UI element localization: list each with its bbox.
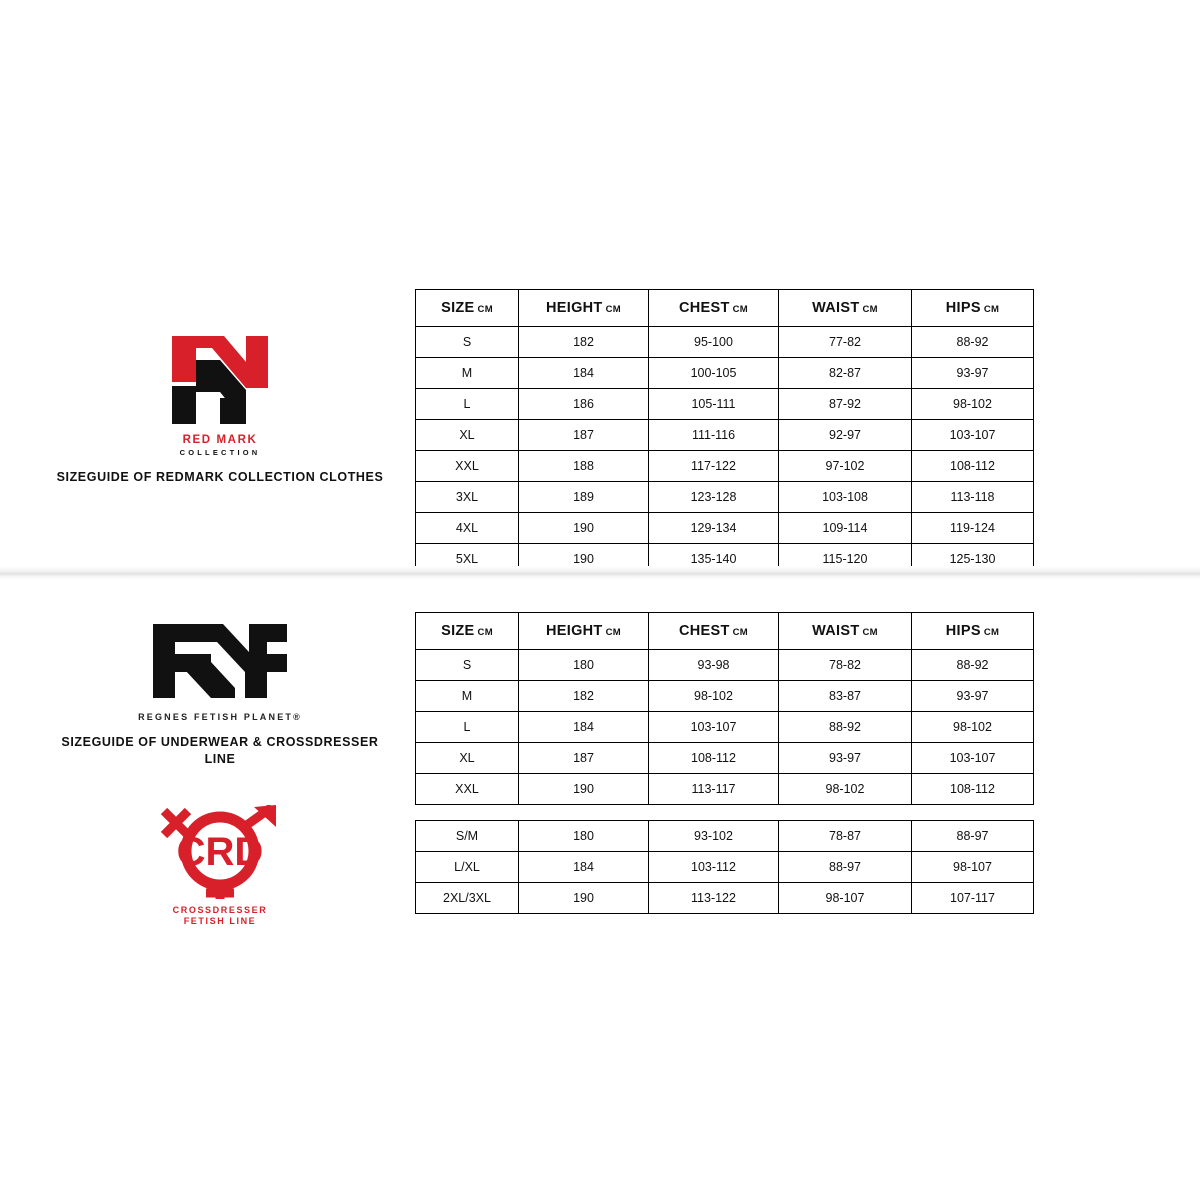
cell-size: XXL bbox=[416, 451, 519, 482]
cell-hips: 113-118 bbox=[912, 482, 1034, 513]
cell-chest: 95-100 bbox=[649, 327, 779, 358]
cell-waist: 103-108 bbox=[779, 482, 912, 513]
cell-size: 5XL bbox=[416, 544, 519, 575]
column-label: CHEST bbox=[678, 623, 730, 639]
crd-wordmark bbox=[55, 905, 385, 928]
column-unit: CM bbox=[862, 627, 878, 638]
table-row bbox=[416, 513, 1034, 544]
column-label: HIPS bbox=[945, 300, 981, 316]
table-row bbox=[416, 650, 1034, 681]
table-row bbox=[416, 358, 1034, 389]
cell-height: 182 bbox=[519, 327, 649, 358]
column-header-size bbox=[416, 613, 519, 650]
column-unit: CM bbox=[732, 304, 749, 315]
cell-size: XL bbox=[416, 743, 519, 774]
column-label: HEIGHT bbox=[546, 300, 603, 316]
cell-hips: 88-92 bbox=[912, 650, 1034, 681]
table-row bbox=[416, 482, 1034, 513]
column-header-chest bbox=[649, 613, 779, 650]
size-table-crd bbox=[415, 820, 1034, 914]
table-row bbox=[416, 852, 1034, 883]
cell-hips: 108-112 bbox=[912, 451, 1034, 482]
column-unit: CM bbox=[862, 304, 878, 315]
cell-height: 190 bbox=[519, 883, 649, 914]
cell-hips: 98-102 bbox=[912, 389, 1034, 420]
column-label: HEIGHT bbox=[546, 623, 603, 639]
cell-chest: 100-105 bbox=[649, 358, 779, 389]
column-header-size bbox=[416, 290, 519, 327]
cell-chest: 135-140 bbox=[649, 544, 779, 575]
cell-waist: 92-97 bbox=[779, 420, 912, 451]
cell-hips: 88-92 bbox=[912, 327, 1034, 358]
cell-size: M bbox=[416, 358, 519, 389]
cell-height: 184 bbox=[519, 852, 649, 883]
brand-rfp bbox=[55, 618, 385, 768]
cell-chest: 93-102 bbox=[649, 821, 779, 852]
cell-height: 182 bbox=[519, 681, 649, 712]
cell-waist: 109-114 bbox=[779, 513, 912, 544]
table-row bbox=[416, 712, 1034, 743]
cell-hips: 119-124 bbox=[912, 513, 1034, 544]
size-table-rfp bbox=[415, 612, 1034, 805]
cell-chest: 108-112 bbox=[649, 743, 779, 774]
cell-chest: 117-122 bbox=[649, 451, 779, 482]
brand-redmark bbox=[55, 330, 385, 486]
cell-height: 190 bbox=[519, 774, 649, 805]
rfp-caption: SIZEGUIDE OF UNDERWEAR & CROSSDRESSER LINE bbox=[61, 735, 379, 766]
brand-crd bbox=[55, 805, 385, 928]
cell-chest: 123-128 bbox=[649, 482, 779, 513]
cell-height: 184 bbox=[519, 358, 649, 389]
cell-height: 188 bbox=[519, 451, 649, 482]
cell-waist: 97-102 bbox=[779, 451, 912, 482]
cell-size: XL bbox=[416, 420, 519, 451]
column-header-hips bbox=[912, 290, 1034, 327]
cell-size: M bbox=[416, 681, 519, 712]
cell-waist: 83-87 bbox=[779, 681, 912, 712]
table-row bbox=[416, 420, 1034, 451]
column-unit: CM bbox=[605, 304, 621, 315]
section-divider bbox=[0, 566, 1200, 580]
cell-hips: 103-107 bbox=[912, 743, 1034, 774]
column-unit: CM bbox=[732, 627, 749, 638]
cell-chest: 103-107 bbox=[649, 712, 779, 743]
column-header-hips bbox=[912, 613, 1034, 650]
svg-text:CRD: CRD bbox=[176, 830, 264, 874]
cell-waist: 82-87 bbox=[779, 358, 912, 389]
column-label: HIPS bbox=[945, 623, 981, 639]
cell-hips: 93-97 bbox=[912, 681, 1034, 712]
cell-size: 4XL bbox=[416, 513, 519, 544]
column-label: WAIST bbox=[812, 300, 860, 316]
redmark-subtitle: COLLECTION bbox=[179, 448, 261, 457]
cell-waist: 87-92 bbox=[779, 389, 912, 420]
column-label: WAIST bbox=[812, 623, 860, 639]
cell-size: L bbox=[416, 389, 519, 420]
column-header-waist bbox=[779, 290, 912, 327]
cell-waist: 88-97 bbox=[779, 852, 912, 883]
table-row bbox=[416, 681, 1034, 712]
cell-waist: 77-82 bbox=[779, 327, 912, 358]
column-unit: CM bbox=[983, 304, 1000, 315]
column-header-waist bbox=[779, 613, 912, 650]
cell-height: 187 bbox=[519, 743, 649, 774]
table-header-row bbox=[416, 290, 1034, 327]
cell-hips: 98-102 bbox=[912, 712, 1034, 743]
redmark-wordmark: RED MARK bbox=[182, 434, 258, 446]
cell-height: 190 bbox=[519, 513, 649, 544]
redmark-monogram-icon bbox=[150, 330, 290, 430]
cell-chest: 113-122 bbox=[649, 883, 779, 914]
column-unit: CM bbox=[605, 627, 621, 638]
cell-size: S/M bbox=[416, 821, 519, 852]
crd-wordmark-line2: FETISH LINE bbox=[183, 916, 257, 927]
column-header-chest bbox=[649, 290, 779, 327]
cell-size: L bbox=[416, 712, 519, 743]
cell-waist: 98-107 bbox=[779, 883, 912, 914]
column-header-height bbox=[519, 613, 649, 650]
cell-size: L/XL bbox=[416, 852, 519, 883]
cell-chest: 129-134 bbox=[649, 513, 779, 544]
cell-height: 189 bbox=[519, 482, 649, 513]
rfp-monogram-icon bbox=[145, 618, 295, 704]
cell-height: 184 bbox=[519, 712, 649, 743]
cell-hips: 125-130 bbox=[912, 544, 1034, 575]
table-row bbox=[416, 821, 1034, 852]
table-row bbox=[416, 743, 1034, 774]
cell-height: 180 bbox=[519, 650, 649, 681]
cell-size: XXL bbox=[416, 774, 519, 805]
column-label: SIZE bbox=[441, 623, 475, 639]
column-header-height bbox=[519, 290, 649, 327]
cell-height: 190 bbox=[519, 544, 649, 575]
cell-size: 2XL/3XL bbox=[416, 883, 519, 914]
cell-hips: 93-97 bbox=[912, 358, 1034, 389]
cell-waist: 78-87 bbox=[779, 821, 912, 852]
redmark-caption: SIZEGUIDE OF REDMARK COLLECTION CLOTHES bbox=[56, 470, 384, 484]
cell-hips: 108-112 bbox=[912, 774, 1034, 805]
cell-height: 186 bbox=[519, 389, 649, 420]
column-unit: CM bbox=[477, 304, 493, 315]
cell-hips: 98-107 bbox=[912, 852, 1034, 883]
table-row bbox=[416, 451, 1034, 482]
table-row bbox=[416, 883, 1034, 914]
cell-height: 180 bbox=[519, 821, 649, 852]
cell-waist: 78-82 bbox=[779, 650, 912, 681]
column-label: SIZE bbox=[441, 300, 475, 316]
cell-size: S bbox=[416, 327, 519, 358]
cell-hips: 103-107 bbox=[912, 420, 1034, 451]
cell-chest: 111-116 bbox=[649, 420, 779, 451]
cell-waist: 98-102 bbox=[779, 774, 912, 805]
column-unit: CM bbox=[477, 627, 493, 638]
cell-waist: 93-97 bbox=[779, 743, 912, 774]
column-label: CHEST bbox=[678, 300, 730, 316]
cell-chest: 113-117 bbox=[649, 774, 779, 805]
cell-chest: 103-112 bbox=[649, 852, 779, 883]
cell-hips: 107-117 bbox=[912, 883, 1034, 914]
cell-waist: 88-92 bbox=[779, 712, 912, 743]
cell-size: 3XL bbox=[416, 482, 519, 513]
rfp-wordmark: REGNES FETISH PLANET® bbox=[138, 712, 302, 722]
table-row bbox=[416, 389, 1034, 420]
table-row bbox=[416, 327, 1034, 358]
crd-venus-mars-icon bbox=[140, 805, 300, 901]
size-table-redmark bbox=[415, 289, 1034, 575]
cell-hips: 88-97 bbox=[912, 821, 1034, 852]
table-row bbox=[416, 774, 1034, 805]
cell-waist: 115-120 bbox=[779, 544, 912, 575]
cell-chest: 105-111 bbox=[649, 389, 779, 420]
cell-size: S bbox=[416, 650, 519, 681]
crd-wordmark-line1: CROSSDRESSER bbox=[172, 905, 268, 915]
cell-chest: 93-98 bbox=[649, 650, 779, 681]
table-header-row bbox=[416, 613, 1034, 650]
redmark-logo bbox=[140, 330, 300, 457]
cell-chest: 98-102 bbox=[649, 681, 779, 712]
cell-height: 187 bbox=[519, 420, 649, 451]
column-unit: CM bbox=[983, 627, 1000, 638]
